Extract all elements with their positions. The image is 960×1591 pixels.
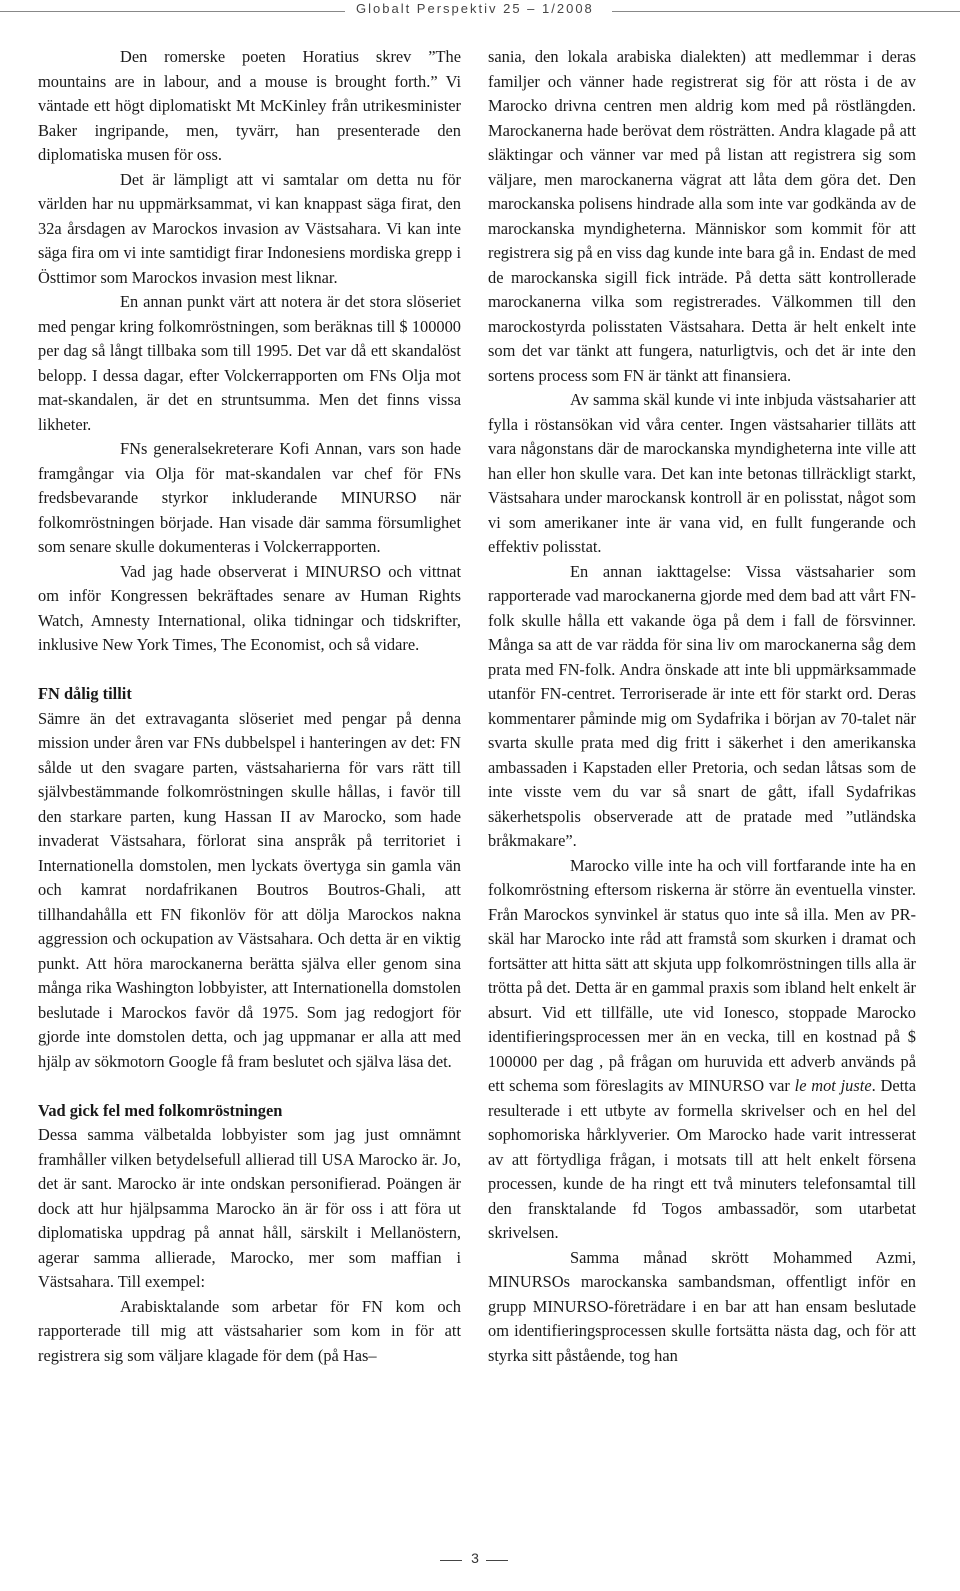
- right-column: [488, 45, 916, 1368]
- paragraph: En annan iakttagelse: Vissa västsaharier som rapporterade vad marockanerna gjorde med dem bad att vårt FN-folk skulle hålla ett vakande öga på dem i fall de försvinner. Många sa att de var rädda för sina liv om marockanerna såg dem prata med FN-folk. Andra önskade att inte bli uppmärksammade utanför FN-centret. Terroriserade är inte ett för starkt ord. Deras kommentarer påminde mig om Sydafrika i början av 70-talet när svarta skulle prata med dig fritt i säkerhet i den amerikanska ambassaden i Kapstaden eller Pretoria, och sedan låtsas som de inte visste vem du var så snart de gått, ifall Sydafrikas säkerhetspolis observerade att de pratade med ”utländska bråkmakare”.: [488, 561, 916, 850]
- paragraph: Det är lämpligt att vi samtalar om detta nu för världen har nu uppmärksammat, vi kan knappast säga firat, den 32a årsdagen av Marockos invasion av Västsahara. Vi kan inte säga fira om vi inte samtidigt firar Indonesiens mordiska grepp i Östtimor som Marockos invasion mest liknar.: [38, 169, 461, 287]
- page-number: 3: [471, 1550, 479, 1566]
- footer-rule-left: [440, 1560, 462, 1561]
- paragraph: FNs generalsekreterare Kofi Annan, vars son hade framgångar via Olja för mat-skandalen var chef för FNs fredsbevarande styrkor inkluderande MINURSO när folkomröstningen började. Han visade där samma försumlighet som senare skulle dokumenteras i Volckerrapporten.: [38, 439, 461, 556]
- page-footer: [0, 1548, 960, 1572]
- paragraph-text: Marocko ville inte ha och vill fortfarande inte ha en folkomröstning eftersom riskerna är större än eventuella vinster. Från Marockos synvinkel är status quo inte så illa. Men av PR-skäl har Marocko inte råd att framstå som skurken i dramat och fortsätter att hitta sätt att skjuta upp folkomröstningen tills alla är trötta på det. Detta är en gammal praxis som ibland helt enkelt är absurt. Vid ett tillfälle, ute vid Ionesco, stoppade Marocko identifieringsprocessen mer än en vecka, till en kostnad på $ 100000 per dag , på frågan om huruvida ett adverb används på ett schema som föreslagits av MINURSO var: [488, 855, 916, 1095]
- italic-phrase: le mot juste: [794, 1076, 872, 1095]
- paragraph-text: . Detta resulterade i ett utbyte av formella skrivelser och en hel del sophomoriska hårklyverier. Om Marocko hade varit intresserat av att förtydliga frågan, i motsats till att helt enkelt försena processen, kunde de ha ringt ett två minuters telefonsamtal till den fransktalande fd Togos ambassadör, som utarbetat skrivelsen.: [488, 1076, 916, 1242]
- section-heading: Vad gick fel med folkomröstningen: [38, 1100, 283, 1120]
- paragraph: sania, den lokala arabiska dialekten) att medlemmar i deras familjer och vänner hade registrerat sig för att rösta i de av Marocko drivna centren men aldrig kom med på röstlängden. Marockanerna hade berövat dem rösträtten. Andra klagade på att släktingar och vänner var med på listan att registrera sig som väljare, men marockanerna vägrat att låta dem göra det. Den marockanska polisens hindrade alla som inte var godkända av de marockanska myndigheterna. Människor som kommit för att registrera sig på en viss dag kunde inte bara gå in. Endast de med de marockanska sigill fick inträde. På detta sätt kontrollerade marockanerna vilka som registrerades. Välkommen till den marockostyrda polisstaten Västsahara. Detta är helt enkelt inte som det var tänkt att fungera, naturligtvis, och det är inte den sortens process som FN är tänkt att finansiera.: [488, 47, 916, 385]
- section-heading: FN dålig tillit: [38, 684, 132, 703]
- header-rule-right: [612, 11, 960, 12]
- section-spacer: [38, 658, 461, 683]
- paragraph: Samma månad skrött Mohammed Azmi, MINURSOs marockanska sambandsman, offentligt inför en grupp MINURSO-företrädare i en bar att han ensam beslutade om identifieringsprocessen skulle fortsätta nästa dag, och för att styrka sitt påstående, tog han: [488, 1247, 916, 1365]
- section-spacer: [38, 1074, 461, 1099]
- running-title: Globalt Perspektiv 25 – 1/2008: [356, 1, 594, 16]
- paragraph: Sämre än det extravaganta slöseriet med pengar på denna mission under åren var FNs dubbelspel i hanteringen av det: FN sålde ut den svagare parten, västsaharierna för vars rätt till självbestämmande folkomröstningen skulle hållas, i favör till den starkare parten, kung Hassan II av Marocko, som hade invaderat Västsahara, förlorat sina anspråk på territoriet i Internationella domstolen, men lyckats övertyga sin gamla vän och kamrat nordafrikanen Boutros Boutros-Ghali, att tillhandahålla ett FN fikonlöv för att dölja Marockos nakna aggression och ockupation av Västsahara. Och detta är en viktig punkt. Att höra marockanerna berätta själva eller genom sina många rika Washington lobbyister, att Internationella domstolen beslutade i Marockos favör då 1975. Som jag redogjort för gjorde inte domstolen detta, och jag uppmanar er alla att med hjälp av sökmotorn Google få fram beslutet och själva läsa det.: [38, 708, 461, 1071]
- paragraph: En annan punkt värt att notera är det stora slöseriet med pengar kring folkomröstningen, som beräknas till $ 100000 per dag så långt tillbaka som till 1995. Det var då ett skandalöst belopp. I dessa dagar, efter Volckerrapporten om FNs Olja mot mat-skandalen, är det en struntsumma. Men det finns vissa likheter.: [38, 292, 461, 434]
- paragraph: Vad jag hade observerat i MINURSO och vittnat om inför Kongressen bekräftades senare av Human Rights Watch, Amnesty International, olika tidningar och tidskrifter, inklusive New York Times, The Economist, och så vidare.: [38, 561, 461, 654]
- paragraph: Av samma skäl kunde vi inte inbjuda västsaharier att fylla i röstansökan vid våra center. Ingen västsaharier tilläts att vara någonstans där de marockanska myndigheterna inte ville att han eller hon skulle vara. Det kan inte betonas tillräckligt starkt, Västsahara under marockansk kontroll är en polisstat, något som vi som amerikaner inte är vana vid, en fullt fungerande och effektiv polisstat.: [488, 390, 916, 556]
- left-column: [38, 45, 461, 1368]
- paragraph: [488, 854, 916, 1246]
- paragraph: Arabisktalande som arbetar för FN kom och rapporterade till mig att västsaharier som kom in för att registrera sig som väljare klagade för dem (på Has–: [38, 1296, 461, 1365]
- header-rule-left: [0, 11, 345, 12]
- footer-rule-right: [486, 1560, 508, 1561]
- page-header: [0, 0, 960, 22]
- paragraph: Den romerske poeten Horatius skrev ”The mountains are in labour, and a mouse is brought forth.” Vi väntade ett högt diplomatiskt Mt McKinley från utrikesminister Baker ingripande, men, tyvärr, han presenterade den diplomatiska musen för oss.: [38, 47, 461, 164]
- paragraph: Dessa samma välbetalda lobbyister som jag just omnämnt framhåller vilken betydelsefull allierad till USA Marocko är. Jo, det är sant. Marocko är inte ondskan personifierad. Poängen är dock att hur hjälpsamma Marocko än är för oss i att föra ut diplomatiska uppdrag på annat håll, särskilt i Mellanöstern, agerar samma allierade, Marocko, mer som maffian i Västsahara. Till exempel:: [38, 1125, 461, 1291]
